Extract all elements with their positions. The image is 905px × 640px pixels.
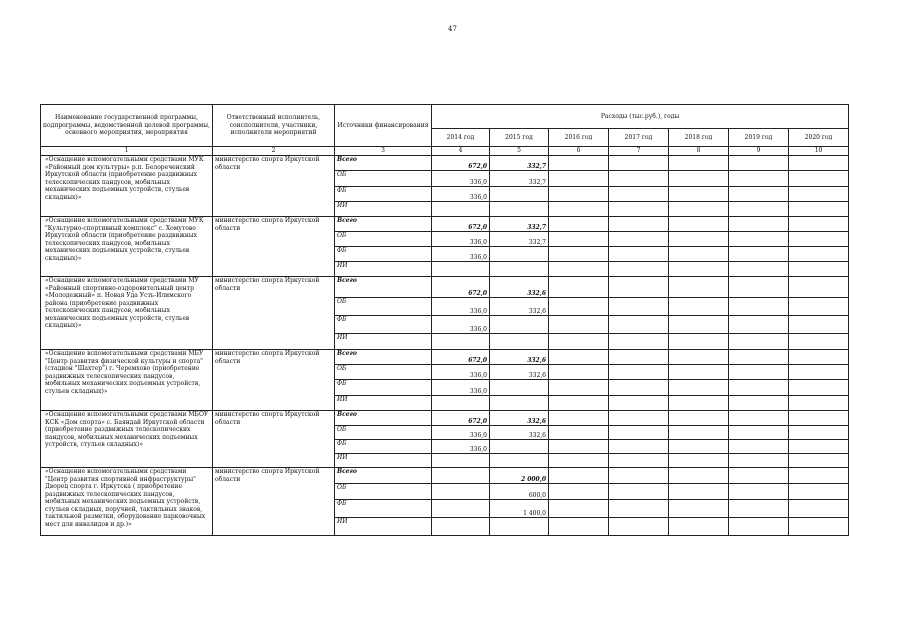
event-description: «Оснащение вспомогательными средствами "Центр развития спортивной инфраструктуры" Дворец спорта г. Иркутска ( приобретение раздвижных телескопических пандусов, мобильных механических подъемных устройств, стульев складных, поручней, тактильных знаков, тактильной разметки, оборудование парковочных мест для инвалидов и др.)» (41, 468, 213, 536)
expense-value (789, 518, 849, 536)
header-year: 2016 год (549, 129, 609, 147)
expense-value: 336,0 (432, 298, 490, 316)
expense-value (549, 262, 609, 277)
expense-value (549, 277, 609, 298)
expense-value (669, 350, 729, 365)
expense-value: 332,6 (490, 277, 549, 298)
event-description: «Оснащение вспомогательными средствами МУ «Районный спортивно-оздоровительный центр «Молодежный» п. Новая Уда Усть-Илимского района (приобретение раздвижных телескопических пандусов, мобильных механических подъемных устройств, стульев складных)» (41, 277, 213, 350)
executor: министерство спорта Иркутской области (213, 411, 335, 468)
expense-value (729, 277, 789, 298)
expense-value (490, 334, 549, 350)
expense-value (789, 316, 849, 334)
expense-value (789, 396, 849, 411)
expense-value (789, 187, 849, 202)
expense-value (549, 396, 609, 411)
page-number: 47 (448, 25, 457, 33)
expense-value (609, 247, 669, 262)
expense-value: 332,7 (490, 171, 549, 187)
expense-value (549, 484, 609, 500)
expense-value (729, 247, 789, 262)
expense-value: 336,0 (432, 247, 490, 262)
expense-value (669, 232, 729, 247)
expense-value (729, 187, 789, 202)
table-row (41, 411, 849, 426)
expense-value (789, 247, 849, 262)
expense-value (789, 380, 849, 396)
table-row (41, 156, 849, 171)
expense-value (609, 217, 669, 232)
expense-value: 336,0 (432, 380, 490, 396)
funding-source: ИИ (335, 334, 432, 350)
expense-value (789, 411, 849, 426)
expense-value (669, 454, 729, 468)
expense-value (669, 202, 729, 217)
expense-value (789, 298, 849, 316)
column-number: 6 (549, 147, 609, 156)
budget-table (40, 104, 849, 536)
expense-value: 672,0 (432, 156, 490, 171)
expense-value (729, 298, 789, 316)
expense-value (490, 202, 549, 217)
header-year: 2019 год (729, 129, 789, 147)
header-year: 2020 год (789, 129, 849, 147)
expense-value (789, 262, 849, 277)
expense-value (669, 500, 729, 518)
expense-value: 672,0 (432, 411, 490, 426)
expense-value (549, 298, 609, 316)
expense-value (549, 454, 609, 468)
expense-value (609, 262, 669, 277)
expense-value (789, 334, 849, 350)
column-number: 3 (335, 147, 432, 156)
expense-value (549, 316, 609, 334)
expense-value (789, 171, 849, 187)
expense-value (432, 202, 490, 217)
header-year: 2014 год (432, 129, 490, 147)
table-row (41, 350, 849, 365)
expense-value (609, 396, 669, 411)
event-description: «Оснащение вспомогательными средствами МБУ "Центр развития физической культуры и спорта" (стадион "Шахтер") г. Черемхово (приобретение раздвижных телескопических пандусов, мобильных механических подъемных устройств, стульев складных)» (41, 350, 213, 411)
expense-value (609, 187, 669, 202)
expense-value (669, 298, 729, 316)
funding-source: ОБ (335, 365, 432, 380)
expense-value (729, 316, 789, 334)
expense-value (729, 262, 789, 277)
expense-value: 336,0 (432, 365, 490, 380)
expense-value (729, 440, 789, 454)
expense-value (729, 411, 789, 426)
expense-value (549, 334, 609, 350)
expense-value (669, 365, 729, 380)
expense-value: 336,0 (432, 232, 490, 247)
funding-source: ИИ (335, 518, 432, 536)
expense-value (609, 454, 669, 468)
expense-value (789, 277, 849, 298)
expense-value (432, 468, 490, 484)
expense-value (549, 232, 609, 247)
expense-value (789, 426, 849, 440)
expense-value (609, 380, 669, 396)
column-number: 4 (432, 147, 490, 156)
expense-value (549, 411, 609, 426)
expense-value (549, 440, 609, 454)
expense-value (669, 440, 729, 454)
expense-value (609, 232, 669, 247)
expense-value (609, 316, 669, 334)
expense-value (789, 232, 849, 247)
expense-value (789, 217, 849, 232)
expense-value (432, 454, 490, 468)
expense-value (549, 156, 609, 171)
column-number: 9 (729, 147, 789, 156)
funding-source: ОБ (335, 426, 432, 440)
expense-value (609, 500, 669, 518)
expense-value (669, 187, 729, 202)
header-year: 2017 год (609, 129, 669, 147)
expense-value (549, 171, 609, 187)
expense-value: 332,6 (490, 298, 549, 316)
expense-value: 2 000,0 (490, 468, 549, 484)
funding-source: ОБ (335, 232, 432, 247)
funding-source: ОБ (335, 171, 432, 187)
expense-value: 332,7 (490, 217, 549, 232)
header-expenses: Расходы (тыс.руб.), годы (432, 105, 849, 129)
expense-value (549, 426, 609, 440)
executor: министерство спорта Иркутской области (213, 468, 335, 536)
funding-source: ФБ (335, 440, 432, 454)
expense-value (549, 468, 609, 484)
header-year: 2015 год (490, 129, 549, 147)
expense-value: 336,0 (432, 171, 490, 187)
expense-value (729, 426, 789, 440)
expense-value: 336,0 (432, 440, 490, 454)
table-row (41, 217, 849, 232)
expense-value (609, 365, 669, 380)
column-number: 1 (41, 147, 213, 156)
expense-value (549, 518, 609, 536)
funding-source: Всего (335, 468, 432, 484)
expense-value (609, 440, 669, 454)
funding-source: Всего (335, 411, 432, 426)
expense-value (609, 411, 669, 426)
expense-value (549, 380, 609, 396)
event-description: «Оснащение вспомогательными средствами МУК «Районный дом культуры» р.п. Белореченский Иркутской области (приобретение раздвижных телескопических пандусов, мобильных механических подъемных устройств, стульев складных)» (41, 156, 213, 217)
executor: министерство спорта Иркутской области (213, 277, 335, 350)
expense-value (669, 468, 729, 484)
expense-value (729, 156, 789, 171)
funding-source: ФБ (335, 247, 432, 262)
expense-value (789, 440, 849, 454)
expense-value (789, 468, 849, 484)
expense-value (432, 518, 490, 536)
funding-source: ИИ (335, 202, 432, 217)
expense-value (609, 350, 669, 365)
funding-source: ФБ (335, 187, 432, 202)
expense-value (669, 518, 729, 536)
expense-value (549, 187, 609, 202)
expense-value (669, 247, 729, 262)
expense-value (729, 484, 789, 500)
expense-value (729, 202, 789, 217)
table-row (41, 277, 849, 298)
expense-value (669, 277, 729, 298)
expense-value: 332,6 (490, 365, 549, 380)
expense-value (729, 365, 789, 380)
event-description: «Оснащение вспомогательными средствами МУК "Культурно-спортивный комплекс" с. Хомутово Иркутской области (приобретение раздвижных телескопических пандусов, мобильных механических подъемных устройств, стульев складных)» (41, 217, 213, 277)
expense-value (669, 156, 729, 171)
expense-value (729, 396, 789, 411)
expense-value (789, 484, 849, 500)
expense-value (549, 247, 609, 262)
funding-source: Всего (335, 277, 432, 298)
expense-value: 332,7 (490, 232, 549, 247)
column-number: 2 (213, 147, 335, 156)
expense-value (729, 380, 789, 396)
expense-value (729, 217, 789, 232)
expense-value (609, 277, 669, 298)
expense-value (669, 484, 729, 500)
expense-value (432, 334, 490, 350)
header-source: Источники финансирования (335, 105, 432, 147)
expense-value (789, 500, 849, 518)
expense-value: 336,0 (432, 426, 490, 440)
expense-value (490, 518, 549, 536)
expense-value (729, 518, 789, 536)
expense-value (432, 396, 490, 411)
funding-source: ФБ (335, 500, 432, 518)
funding-source: ИИ (335, 396, 432, 411)
expense-value (490, 396, 549, 411)
header-year: 2018 год (669, 129, 729, 147)
funding-source: ИИ (335, 454, 432, 468)
expense-value (729, 454, 789, 468)
expense-value: 332,6 (490, 411, 549, 426)
expense-value (432, 484, 490, 500)
expense-value (669, 171, 729, 187)
expense-value (789, 365, 849, 380)
funding-source: ФБ (335, 316, 432, 334)
funding-source: Всего (335, 156, 432, 171)
header-executor: Ответственный исполнитель, соисполнители, участники, исполнители мероприятий (213, 105, 335, 147)
expense-value (789, 454, 849, 468)
expense-value: 332,6 (490, 350, 549, 365)
expense-value (549, 500, 609, 518)
expense-value: 672,0 (432, 350, 490, 365)
expense-value (549, 365, 609, 380)
expense-value (549, 202, 609, 217)
expense-value (669, 426, 729, 440)
expense-value: 672,0 (432, 277, 490, 298)
funding-source: ОБ (335, 484, 432, 500)
expense-value (789, 202, 849, 217)
executor: министерство спорта Иркутской области (213, 156, 335, 217)
expense-value: 336,0 (432, 187, 490, 202)
expense-value (729, 232, 789, 247)
expense-value (609, 334, 669, 350)
expense-value (432, 500, 490, 518)
expense-value (789, 156, 849, 171)
expense-value (729, 171, 789, 187)
expense-value (669, 334, 729, 350)
expense-value (490, 454, 549, 468)
funding-source: ИИ (335, 262, 432, 277)
expense-value (609, 202, 669, 217)
expense-value (432, 262, 490, 277)
expense-value (490, 316, 549, 334)
expense-value (609, 156, 669, 171)
expense-value (490, 380, 549, 396)
funding-source: Всего (335, 350, 432, 365)
funding-source: Всего (335, 217, 432, 232)
expense-value (669, 396, 729, 411)
header-name: Наименование государственной программы, подпрограммы, ведомственной целевой программы, основного мероприятия, мероприятия (41, 105, 213, 147)
column-number: 10 (789, 147, 849, 156)
column-number: 8 (669, 147, 729, 156)
expense-value (669, 217, 729, 232)
funding-source: ФБ (335, 380, 432, 396)
expense-value (729, 350, 789, 365)
expense-value (609, 298, 669, 316)
expense-value (669, 411, 729, 426)
executor: министерство спорта Иркутской области (213, 217, 335, 277)
expense-value: 600,0 (490, 484, 549, 500)
expense-value: 332,7 (490, 156, 549, 171)
expense-value (490, 262, 549, 277)
column-number: 5 (490, 147, 549, 156)
expense-value (729, 334, 789, 350)
expense-value (490, 247, 549, 262)
event-description: «Оснащение вспомогательными средствами МБОУ КСК «Дом спорта» с. Баяндай Иркутской области (приобретение раздвижных телескопических пандусов, мобильных механических подъемных устройств, стульев складных)» (41, 411, 213, 468)
expense-value (669, 262, 729, 277)
expense-value (609, 426, 669, 440)
expense-value (549, 217, 609, 232)
expense-value (789, 350, 849, 365)
table-row (41, 468, 849, 484)
expense-value (490, 187, 549, 202)
expense-value (609, 484, 669, 500)
executor: министерство спорта Иркутской области (213, 350, 335, 411)
expense-value: 672,0 (432, 217, 490, 232)
expense-value (609, 468, 669, 484)
expense-value (669, 380, 729, 396)
expense-value (490, 440, 549, 454)
funding-source: ОБ (335, 298, 432, 316)
expense-value: 336,0 (432, 316, 490, 334)
expense-value: 1 400,0 (490, 500, 549, 518)
expense-value (609, 518, 669, 536)
expense-value: 332,6 (490, 426, 549, 440)
expense-value (549, 350, 609, 365)
expense-value (729, 468, 789, 484)
expense-value (669, 316, 729, 334)
expense-value (609, 171, 669, 187)
column-number: 7 (609, 147, 669, 156)
expense-value (729, 500, 789, 518)
